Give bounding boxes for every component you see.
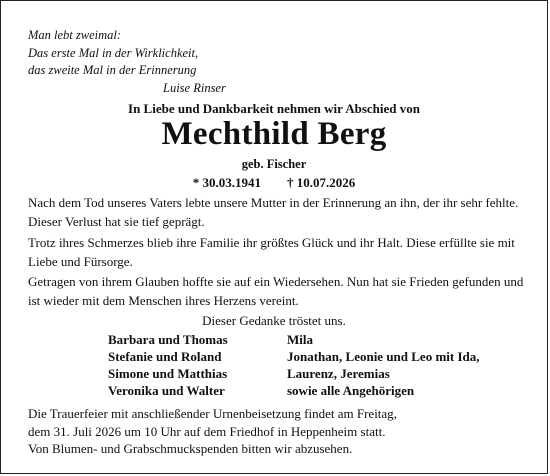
poem-author: Luise Rinser xyxy=(163,80,226,95)
mourner-entry: Barbara und Thomas xyxy=(108,332,228,347)
service-line: dem 31. Juli 2026 um 10 Uhr auf dem Friedhof in Heppenheim statt. xyxy=(28,423,386,439)
poem-quote xyxy=(28,27,226,97)
poem-line: Das erste Mal in der Wirklichkeit, xyxy=(28,45,199,60)
service-announcement xyxy=(28,405,528,458)
mourner-entry: Veronika und Walter xyxy=(108,383,225,398)
mourner-entry: Jonathan, Leonie und Leo mit Ida, xyxy=(287,349,480,364)
mourners-right-column xyxy=(287,331,480,399)
mourner-entry: Stefanie und Roland xyxy=(108,349,222,364)
mourner-entry: Simone und Matthias xyxy=(108,366,228,381)
poem-line: Man lebt zweimal: xyxy=(28,28,122,42)
maiden-name: geb. Fischer xyxy=(241,157,307,171)
paragraph: Nach dem Tod unseres Vaters lebte unsere Mutter in der Erinnerung an ihn, der ihr sehr fehlte. Dieser Verlust hat sie tief geprägt. xyxy=(28,195,519,229)
poem-line: das zweite Mal in der Erinnerung xyxy=(28,63,197,77)
intro-heading: In Liebe und Dankbarkeit nehmen wir Abschied von xyxy=(128,101,420,116)
birth-date: * 30.03.1941 xyxy=(192,175,261,190)
service-line: Von Blumen- und Grabschmuckspenden bitten wir abzusehen. xyxy=(28,441,353,456)
paragraph: Trotz ihres Schmerzes blieb ihre Familie ihr größtes Glück und ihr Halt. Diese erfüllte sie mit Liebe und Fürsorge. xyxy=(28,235,515,269)
mourners-left-column xyxy=(108,331,228,399)
consolation-line: Dieser Gedanke tröstet uns. xyxy=(202,313,346,328)
mourner-entry: Laurenz, Jeremias xyxy=(287,366,390,381)
mourner-entry: Mila xyxy=(287,332,313,347)
death-date: † 10.07.2026 xyxy=(287,175,356,190)
paragraph: Getragen von ihrem Glauben hoffte sie auf ein Wiedersehen. Nun hat sie Frieden gefunden und ist wieder mit dem Menschen ihres Herzens vereint. xyxy=(28,274,524,308)
deceased-name: Mechthild Berg xyxy=(161,116,387,152)
mourner-entry: sowie alle Angehörigen xyxy=(287,383,415,398)
life-dates xyxy=(1,175,547,191)
service-line: Die Trauerfeier mit anschließender Urnenbeisetzung findet am Freitag, xyxy=(28,406,397,421)
